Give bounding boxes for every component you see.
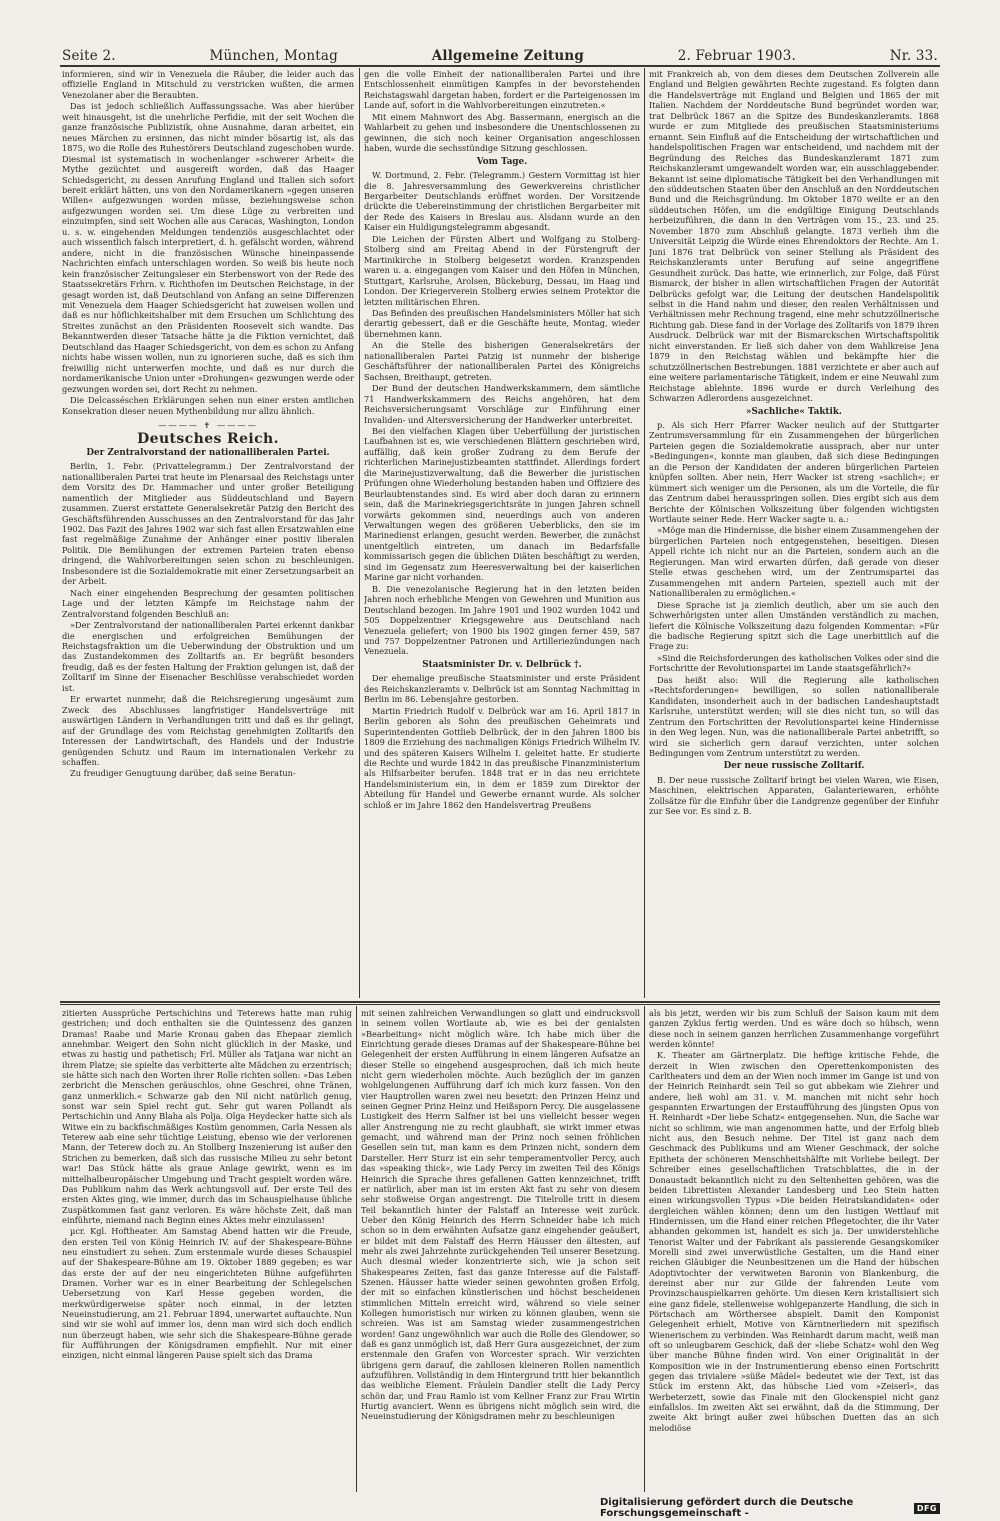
article-paragraph: »Möge man die Hindernisse, die bisher einem Zusammengehen der bürgerlichen Parteien noch entgegenstehen, beseitigen. Diesen Appell richte ich nicht nur an die Parteien, sondern auch an die Regierungen. Man wird erwarten dürfen, daß gerade von dieser Stelle etwas geschehen wird, um der Zentrumspartei das Zusammengehen mit andern Parteien, speziell auch mit der Nationalliberalen zu ermöglichen.« xyxy=(649,525,939,599)
article-paragraph: W. Dortmund, 2. Febr. (Telegramm.) Gestern Vormittag ist hier die 8. Jahresversammlung des Gewerkvereins christlicher Bergarbeiter Deutschlands eröffnet worden. Der Vorsitzende drückte die Uebereinstimmung der christlichen Bergarbeiter mit der Rede des Kaisers in Breslau aus. Alsdann wurde an den Kaiser ein Huldigungstelegramm abgesandt. xyxy=(364,170,640,233)
issue-number: Nr. 33. xyxy=(889,48,938,64)
article-paragraph: »Der Zentralvorstand der nationalliberalen Partei erkennt dankbar die energischen und erfolgreichen Bemühungen der Reichstagsfraktion um die Ueberwindung der Obstruktion und um das Zustandekommen des Zolltarifs an. Er begrüßt besonders freudig, daß es der festen Haltung der Fraktion gelungen ist, daß der Zolltarif im Sinne der Eisenacher Beschlüsse verabschiedet worden ist. xyxy=(62,620,354,693)
feuilleton-column-2 xyxy=(361,1008,640,1492)
column-2 xyxy=(364,69,640,997)
funding-note: Digitalisierung gefördert durch die Deutsche Forschungsgemeinschaft - xyxy=(600,1497,854,1519)
article-paragraph: An die Stelle des bisherigen Generalsekretärs der nationalliberalen Partei Patzig ist nunmehr der bisherige Geschäftsführer der nationalliberalen Partei des Königreichs Sachsen, Breithaupt, getreten. xyxy=(364,340,640,382)
column-divider xyxy=(644,68,645,998)
column-divider xyxy=(356,1006,357,1492)
article-paragraph: Das Befinden des preußischen Handelsministers Möller hat sich derartig gebessert, daß er die Geschäfte heute, Montag, wieder übernehmen kann. xyxy=(364,307,640,339)
article-paragraph: zitierten Aussprüche Pertschichins und Teterews hatte man ruhig gestrichen; und doch enthalten sie die Quintessenz des ganzen Dramas! Raabe und Marie Kronau gaben das Ehepaar ziemlich annehmbar. Weigert den Sohn nicht glücklich in der Maske, und etwas zu hastig und pathetisch; Frl. Müller als Tatjana war nicht an ihrem Platze; sie spielte das verbitterte alte Mädchen zu erzentrisch; sie hätte sich nach den Worten ihrer Rolle richten sollen: »Das Leben zerbricht die Menschen geräuschlos, ohne Geschrei, ohne Tränen, ganz unmerklich.« Schwarze gab den Nil nicht natürlich genug, sonst war sein Spiel recht gut. Sehr gut waren Pollandt als Pertschichin und Anny Blaha als Polja. Olga Heydecker hatte sich als Witwe ein zu backfischmäßiges Kostüm genommen, Carla Nessen als Teterew aab eine sehr tüchtige Leistung, ebenso wie der verlorenen Mann, der Teterew doch zu. An Stollberg Inszenierung ist außer den Strichen zu bemerken, daß sich das russische Milieu zu sehr betont war! Das Stück hätte als graue Anlage gewirkt, wenn es im mittelhalbeuropäischer Umgebung und Tracht gespielt worden wäre. Das Publikum nahm das Werk achtungsvoll auf. Der erste Teil des ersten Aktes ging, wie immer, durch das im Schauspielhause übliche Zuspätkommen fast ganz verloren. Es wäre höchste Zeit, daß man einführte, niemand nach Beginn eines Aktes mehr einzulassen! xyxy=(62,1008,352,1225)
issue-date: 2. Februar 1903. xyxy=(677,48,796,64)
article-title: »Sachliche« Taktik. xyxy=(746,406,842,417)
article-paragraph: als bis jetzt, werden wir bis zum Schluß der Saison kaum mit dem ganzen Zyklus fertig werden. Und es wäre doch so hübsch, wenn diese noch in seinem ganzen herrlichen Zusammenhange vorgeführt werden könnte! xyxy=(649,1008,939,1050)
article-paragraph: B. Der neue russische Zolltarif bringt bei vielen Waren, wie Eisen, Maschinen, elektrischen Apparaten, Galanteriewaren, erhöhte Zollsätze für die Einfuhr über die Landgrenze gegenüber der Einfuhr zur See vor. Es sind z. B. xyxy=(649,774,939,817)
feuilleton-rule xyxy=(60,1004,940,1005)
header-rule xyxy=(60,65,940,67)
article-paragraph: gen die volle Einheit der nationalliberalen Partei und ihre Entschlossenheit einmütigen Kampfes in der bevorstehenden Reichstagswahl dargetan haben, fordert er die Parteigenossen im Lande auf, sofort in die Wahlvorbereitungen einzutreten.« xyxy=(364,69,640,111)
column-divider xyxy=(359,68,360,998)
article-paragraph: Diese Sprache ist ja ziemlich deutlich, aber um sie auch den Schwerhörigsten unter allen Umständen verständlich zu machen, liefert die Kölnische Volkszeitung dazu folgenden Kommentar: »Für die badische Regierung spitzt sich die Lage unerbittlich auf die Frage zu: xyxy=(649,599,939,652)
article-paragraph: p. Als sich Herr Pfarrer Wacker neulich auf der Stuttgarter Zentrumsversammlung für ein Zusammengehen der bürgerlichen Parteien gegen die Sozialdemokratie aussprach, aber nur unter »Bedingungen«, konnte man glauben, daß sich diese Bedingungen an die Person der Kandidaten der anderen bürgerlichen Parteien knüpfen sollten. Aber nein, Herr Wacker ist streng »sachlich«; er kümmert sich weniger um die Personen, als um die Vorteile, die für das Zentrum dabei herausspringen sollen. Dies ergibt sich aus dem Berichte der Kölnischen Volkszeitung über folgenden wichtigsten Wortlaute seiner Rede. Herr Wacker sagte u. a.: xyxy=(649,419,939,525)
article-title: Der neue russische Zolltarif. xyxy=(723,761,865,772)
article-paragraph: Martin Friedrich Rudolf v. Delbrück war am 16. April 1817 in Berlin geboren als Sohn des preußischen Geheimrats und Superintendenten Gottlieb Delbrück, der in den Jahren 1800 bis 1809 die Erziehung des nachmaligen Königs Friedrich Wilhelm IV. und des späteren Kaisers Wilhelm I. geleitet hatte. Er studierte die Rechte und wurde 1842 in das preußische Finanzministerium als Hilfsarbeiter berufen. 1848 trat er in das neu errichtete Handelsministerium ein, in dem er 1859 zum Direktor der Abteilung für Handel und Gewerbe ernannt wurde. Als solcher schloß er im Jahre 1862 den Handelsvertrag Preußens xyxy=(364,705,640,810)
article-paragraph: Nach einer eingehenden Besprechung der gesamten politischen Lage und der letzten Kämpfe im Reichstage nahm der Zentralvorstand folgenden Beschluß an: xyxy=(62,587,354,619)
article-paragraph: B. Die venezolanische Regierung hat in den letzten beiden Jahren noch erhebliche Mengen von Gewehren und Munition aus Deutschland bezogen. Im Jahre 1901 und 1902 wurden 1042 und 505 Doppelzentner Kriegsgewehre aus Deutschland nach Venezuela geliefert; von 1900 bis 1902 gingen ferner 459, 587 und 757 Doppelzentner Patronen und Artilleriezündungen nach Venezuela. xyxy=(364,583,640,657)
newspaper-title: Allgemeine Zeitung xyxy=(431,48,585,64)
article-paragraph: Berlin, 1. Febr. (Privattelegramm.) Der Zentralvorstand der nationalliberalen Partei trat heute im Plenarsaal des Reichstags unter dem Vorsitz des Dr. Hammacher und unter großer Beteiligung namentlich der Mitglieder aus Süddeutschland und Bayern zusammen. Zuerst erstattete Generalsekretär Patzig den Bericht des Geschäftsführenden Ausschusses an den Zentralvorstand für das Jahr 1902. Das Fazit des Jahres 1902 war sich fast allen Ersatzwahlen eine fast regelmäßige Zunahme der Anhänger einer positiv liberalen Politik. Die Bemühungen der extremen Parteien traten ebenso dringend, die Wahlvorbereitungen seien schon zu beschleunigen. Insbesondere ist die Sozialdemokratie mit einer Zersetzungsarbeit an der Arbeit. xyxy=(62,461,354,587)
digitization-footer xyxy=(600,1497,940,1519)
column-divider xyxy=(644,1006,645,1492)
dfg-logo: DFG xyxy=(914,1503,940,1514)
article-paragraph: Der ehemalige preußische Staatsminister und erste Präsident des Reichskanzleramts v. Delbrück ist am Sonntag Nachmittag in Berlin im 86. Lebensjahre gestorben. xyxy=(364,673,640,705)
column-1 xyxy=(62,69,354,997)
article-paragraph: informieren, sind wir in Venezuela die Räuber, die leider auch das offizielle England in Mitschuld zu verstricken wußten, die armen Venezolaner aber die Beraubten. xyxy=(62,69,354,100)
column-3 xyxy=(649,69,939,997)
article-paragraph: mit seinen zahlreichen Verwandlungen so glatt und eindrucksvoll in seinem vollen Wortlaute ab, wie es bei der genialsten »Bearbeitung« nicht möglich wäre. Ich habe mich über die Einrichtung gerade dieses Dramas auf der Shakespeare-Bühne bei Gelegenheit der ersten Aufführung in einem längeren Aufsatze an dieser Stelle so eingehend ausgesprochen, daß ich mich heute nicht gern wiederholen möchte. Auch bezüglich der im ganzen wohlgelungenen Aufführung darf ich mich kurz fassen. Von den vier Hauptrollen waren zwei neu besetzt: den Prinzen Heinz und seinen Gegner Prinz Heinz und Heißsporn Percy. Die ausgelassene Lustigkeit des Herrn Salfner ist bei uns vielleicht besser wegen aller Anstrengung nie zu recht glaubhaft, sie wirkt immer etwas gemacht, und während man der Prinz noch seinen fröhlichen Gesellen sein tut, man kann es dem Prinzen nicht, sondern dem Darsteller. Herr Sturz ist ein sehr temperamentvoller Percy, auch das »speaking thick«, wie Lady Percy im zweiten Teil des Königs Heinrich die Sprache ihres gefallenen Gatten kennzeichnet, trifft er natürlich, aber man ist im ersten Akt fast zu sehr von diesem sehr stoßweise Organ angestrengt. Die Titelrolle tritt in diesem Teil bekanntlich hinter der Falstaff an Interesse weit zurück. Ueber den König Heinrich des Herrn Schneider habe ich mich schon so in dem erwähnten Aufsatze ganz eingehender geäußert, er bildet mit dem Falstaff des Herrn Häusser den ältesten, auf mehr als zwei Jahrzehnte zurückgehenden Teil unserer Besetzung. Auch diesmal wieder konzentrierte sich, wie ja schon seit Shakespeares Zeiten, fast das ganze Interesse auf die Falstaff-Szenen. Häusser hatte wieder seinen gewohnten großen Erfolg, der mit so einfachen künstlerischen und höchst bescheidenen stimmlichen Mitteln erreicht wird, während so viele seiner Kollegen humoristisch nur wirken zu können glauben, wenn sie schreien. Was ist am Samstag wieder zusammengestrichen worden! Ganz ungewöhnlich war auch die Rolle des Glendower, so daß es ganz unmöglich ist, daß Herr Gura ausgezeichnet, der zum erstenmale den Grafen von Worcester sprach. Wir verzichten übrigens gern darauf, die zahllosen kleineren Rollen namentlich aufzuführen. Vollständig in dem Hintergrund tritt hier bekanntlich das weibliche Element. Fräulein Dandler stellt die Lady Percy schön dar, und Frau Ramlo ist vom Kellner Franz zur Frau Wirtin Hurtig avanciert. Wenn es übrigens nicht möglich sein wird, die Neueinstudierung der Königsdramen mehr zu beschleunigen xyxy=(361,1008,640,1422)
article-paragraph: Die Delcasséschen Erklärungen sehen nun einer ersten amtlichen Konsekration dieser neuen Mythenbildung nur allzu ähnlich. xyxy=(62,395,354,416)
feuilleton-column-3 xyxy=(649,1008,939,1492)
article-paragraph: K. Theater am Gärtnerplatz. Die heftige kritische Fehde, die derzeit in Wien zwischen den Operettenkomponisten des Carltheaters und dem an der Wien noch immer im Gange ist und von der Heinrich Reinhardt sein Teil so gut abbekam wie Ziehrer und andere, ließ wohl am 31. v. M. manchen mit nicht sehr hoch gespannten Erwartungen der Erstaufführung des jüngsten Opus von H. Reinhardt »Der liebe Schatz« entgegensehen. Nun, die Sache war nicht so schlimm, wie man angenommen hatte, und der Erfolg blieb nicht aus, den Besuch nehme. Der Titel ist ganz nach dem Geschmack des Publikums und am Wiener Geschmack, der solche Epitheta der schöneren Menschheitshälfte mit Vorliebe beilegt. Der Schreiber eines gesellschaftlichen Tratschblattes, die in der Donaustadt bekanntlich nicht zu den Seltenheiten gehören, was die beiden Librettisten Alexander Landesberg und Leo Stein hatten einen wirkungsvollen Typus »Die beiden Heiratskandidaten« oder dergleichen wählen können; denn um den lustigen Wettlauf mit Hindernissen, um die Hand einer reichen Pflegetochter, die ihr Vater abhanden gekommen ist, handelt es sich ja. Der unwiderstehliche Tenorist Walter und der Fabrikant als passierende Gesangskomiker Morelli sind zwei unverwüstliche Gestalten, um die Hand einer reichen Gläubiger die Neunbesitzenen um die Hand der hübschen Adoptivtochter der verwitweten Baronin von Blankenburg, die dereinst aber nur zur Gilde der fahrenden Leute vom Provinzschauspielkarren gehörte. Um diesen Kern kristallisiert sich eine ganz fidele, stellenweise wohlgepanzerte Handlung, die sich in Pörtschach am Wörthersee abspielt. Damit den Komponist Gelegenheit erhielt, Motive von Kärntnerliedern mit spezifisch Wienerischem zu verbinden. Was Reinhardt darum macht, weiß man oft so unleugbarem Geschick, daß der »liebe Schatz« wohl den Weg über manche Bühne finden wird. Von einer Originalität in der Komposition wie in der Instrumentierung ebenso einen Fortschritt gegen das trivialere »süße Mädel« bedeutet wie der Text, ist das Stück im erstenn Akt, das hübsche Lied vom »Zeiserl«, das Werbeterzett, sowie das Finale mit den Glockenspiel nicht ganz einfallslos. Im zweiten Akt sei erwähnt, daß da die Stimmung, Der zweite Akt bringt außer zwei hübschen Duetten das an sich melodiöse xyxy=(649,1050,939,1433)
feuilleton-column-1 xyxy=(62,1008,352,1492)
article-paragraph: µcr. Kgl. Hoftheater. Am Samstag Abend hatten wir die Freude, den ersten Teil von König Heinrich IV. auf der Shakespeare-Bühne neu einstudiert zu sehen. Zum erstenmale wurde dieses Schauspiel auf der Shakespeare-Bühne am 19. Oktober 1889 gegeben; es war das erste der auf der neu eingerichteten Bühne aufgeführten Dramen. Vorher war es in einer Bearbeitung der Schlegelschen Uebersetzung von Karl Hesse gegeben worden, die merkwürdigerweise später noch einmal, in der letzten Neueinstudierung, am 21. Februar 1894, unerwartet auftauchte. Nun sind wir sie wohl auf immer los, denn man wird sich doch endlich nun überzeugt haben, wie sehr sich die Shakespeare-Bühne gerade für Aufführungen der Königsdramen empfiehlt. Nur mit einer einzigen, nicht einmal längeren Pause spielt sich das Drama xyxy=(62,1226,352,1361)
page-number: Seite 2. xyxy=(62,48,116,64)
section-title: Deutsches Reich. xyxy=(137,431,279,448)
article-paragraph: Zu freudiger Genugtuung darüber, daß seine Beratun- xyxy=(70,768,296,779)
place-date: München, Montag xyxy=(209,48,338,64)
article-paragraph: »Sind die Reichsforderungen des katholischen Volkes oder sind die Fortschritte der Revolutionspartei im Lande staatsgefährlich?« xyxy=(649,652,939,674)
feuilleton-rule xyxy=(60,1001,940,1003)
article-paragraph: Der Bund der deutschen Handwerkskammern, dem sämtliche 71 Handwerkskammern des Reichs angehören, hat dem Reichsversicherungsamt Vorschläge zur Einführung einer Invaliden- und Altersversicherung der Handwerker unterbreitet. xyxy=(364,383,640,425)
article-paragraph: Die Leichen der Fürsten Albert und Wolfgang zu Stolberg-Stolberg sind am Freitag Abend in der Fürstengruft der Martinikirche in Stolberg beigesetzt worden. Kranzspenden waren u. a. eingegangen vom Kaiser und den Höfen in München, Stuttgart, Karlsruhe, Arolsen, Bückeburg, Dessau, im Haag und London. Der Kriegerverein Stolberg erwies seinem Protektor die letzten militärischen Ehren. xyxy=(364,233,640,307)
article-paragraph: Das heißt also: Will die Regierung alle katholischen »Rechtsforderungen« bewilligen, so sollen nationalliberale Kandidaten, insonderheit auch in der badischen Landeshauptstadt Karlsruhe, unterstützt werden; will sie dies nicht tun, so will das Zentrum den Fortschritten der Revolutionspartei keine Hindernisse in den Weg legen. Nun, was die nationalliberale Partei anbetrifft, so wird sie sicherlich gern darauf verzichten, unter solchen Bedingungen vom Zentrum unterstützt zu werden. xyxy=(649,674,939,758)
article-paragraph: Mit einem Mahnwort des Abg. Bassermann, energisch an die Wahlarbeit zu gehen und insbesondere die Unentschlossenen zu gewinnen, die sich noch keiner Organisation angeschlossen haben, wurde die sechsstündige Sitzung geschlossen. xyxy=(364,111,640,154)
article-paragraph: Er erwartet nunmehr, daß die Reichsregierung ungesäumt zum Zweck des Abschlusses langfristiger Handelsverträge mit auswärtigen Ländern in Verhandlungen tritt und daß es ihr gelingt, auf der Grundlage des vom Reichstag genehmigten Zolltarifs den Interessen der Landwirtschaft, des Handels und der Industrie genügenden Schutz und Raum im internationalen Verkehr zu schaffen. xyxy=(62,694,354,767)
article-paragraph: Bei den vielfachen Klagen über Ueberfüllung der juristischen Laufbahnen ist es, wie verschiedenen Blättern geschrieben wird, auffällig, daß kein großer Zudrang zu dem Berufe der richterlichen Marinejustizbeamten stattfindet. Allerdings fordert die Marinejustizverwaltung, daß die Bewerber die juristischen Prüfungen ohne Wiederholung bestanden haben und Offiziere des Beurlaubtenstandes sind. Es wird aber doch daran zu erinnern sein, daß die Marinekriegsgerichtsräte in jungen Jahren schnell vorwärts gekommen sind, neuerdings auch von anderen Verwaltungen wegen des größeren Ueberblicks, den sie im Marinedienst erlangen, gesucht werden. Bewerber, die zunächst unentgeltlich eintreten, um danach im Bedarfsfalle kommissarisch gegen die üblichen Diäten beschäftigt zu werden, sind im Gegensatz zum Heeresverwaltung bei der kaiserlichen Marine gar nicht vorhanden. xyxy=(364,425,640,583)
page-header xyxy=(62,44,938,64)
section-separator: ———— ✝ ———— xyxy=(158,419,258,430)
article-title: Staatsminister Dr. v. Delbrück †. xyxy=(422,659,582,670)
article-paragraph: Das ist jedoch schließlich Auffassungssache. Was aber hierüber weit hinausgeht, ist die unehrliche Perfidie, mit der seit Wochen die ganze französische Publizistik, ohne Ausnahme, daran arbeitet, ein neues Märchen zu ersinnen, das nicht minder bösartig ist, als das 1875, wo die Rolle des Ruhestörers Deutschland zugeschoben wurde. Diesmal ist systematisch in wochenlanger »schwerer Arbeit« die Mythe gezüchtet und ausgereift worden, daß das Haager Schiedsgericht, zu dessen Anrufung England und Italien sich sofort bereit erklärt hätten, uns von den Nordamerikanern »gegen unseren Willen« aufgezwungen worden müsse, beziehungsweise schon aufgezwungen worden sei. Um diese Lüge zu verbreiten und einzuimpfen, sind seit Wochen alle aus Caracas, Washington, London u. s. w. eingehenden Meldungen tendenziös ausgeschlachtet oder auch wissentlich falsch interpretiert, d. h. gefälscht worden, während andere, nicht in die französischen Wünsche hineinpassende Nachrichten einfach unterschlagen worden. So weiß bis heute noch kein französischer Zeitungsleser ein Sterbenswort von der Rede des Staatssekretärs Frhrn. v. Richthofen im Deutschen Reichstage, in der gesagt worden ist, daß Deutschland von Anfang an seine Differenzen mit Venezuela dem Haager Schiedsgericht hat zuweisen wollen und daß es nur höflichkeitshalber mit dem Ersuchen um Schlichtung des Streites zunächst an den Präsidenten Roosevelt sich wandte. Das Bekanntwerden dieser Tatsache hätte ja die Fiktion vernichtet, daß Deutschland das Haager Schiedsgericht, von dem es schon zu Anfang nichts habe wissen wollen, nun zu ignorieren suche, daß es sich ihm freiwillig nicht unterwerfen mochte, und daß es nur durch die nordamerikanische Union unter »Drohungen« gezwungen werde oder gezwungen worden sei, dort Recht zu nehmen. xyxy=(62,101,354,394)
article-title: Vom Tage. xyxy=(476,156,528,167)
article-paragraph: mit Frankreich ab, von dem dieses dem Deutschen Zollverein alle England und Belgien gewährten Rechte zugestand. Es folgten dann die Handelsverträge mit England und Belgien und 1865 der mit Italien. Nachdem der Norddeutsche Bund begründet worden war, trat Delbrück 1867 an die Spitze des Bundeskanzleramts. 1868 wurde er zum Mitgliede des preußischen Staatsministeriums ernannt. Sein Einfluß auf die Entscheidung der wirtschaftlichen und handelspolitischen Fragen war entscheidend, und nachdem mit der Begründung des Reiches das Bundeskanzleramt 1871 zum Reichskanzleramt umgewandelt worden war, ein ausschlaggebender. Bekannt ist seine diplomatische Tätigkeit bei den Verhandlungen mit den süddeutschen Staaten über den Anschluß an den Norddeutschen Bund und die Reichsgründung. Im Oktober 1870 weilte er an den süddeutschen Höfen, um die endgültige Einigung Deutschlands herbeizuführen, die dann in den Verträgen vom 15., 23. und 25. November 1870 zum Abschluß gelangte. 1873 verlieh ihm die Universität Leipzig die Würde eines Ehrendoktors der Rechte. Am 1. Juni 1876 trat Delbrück von seiner Stellung als Präsident des Reichskanzleramts unter Berufung auf seine angegriffene Gesundheit zurück. Das hatte, wie erinnerlich, zur Folge, daß Fürst Bismarck, der bisher in allen wirtschaftlichen Fragen der Autorität Delbrücks gefolgt war, die Leitung der deutschen Handelspolitik selbst in die Hand nahm und dieser, den realen Verhältnissen und Verhältnissen mehr Rechnung tragend, eine mehr schutzzöllnerische Richtung gab. Diese fand in der Vorlage des Zolltarifs von 1879 ihren Ausdruck. Delbrück war mit der Bismarckschen Wirtschaftspolitik nicht einverstanden. Er ließ sich daher von dem Wahlkreise Jena 1879 in den Reichstag wählen und bekämpfte hier die schutzzöllnerischen Bestrebungen. 1881 verzichtete er aber auch auf eine weitere parlamentarische Tätigkeit, indem er eine Neuwahl zum Reichstage ablehnte. 1896 wurde er durch Verleihung des Schwarzen Adlerordens ausgezeichnet. xyxy=(649,69,939,404)
article-title: Der Zentralvorstand der nationalliberalen Partei. xyxy=(86,447,330,458)
